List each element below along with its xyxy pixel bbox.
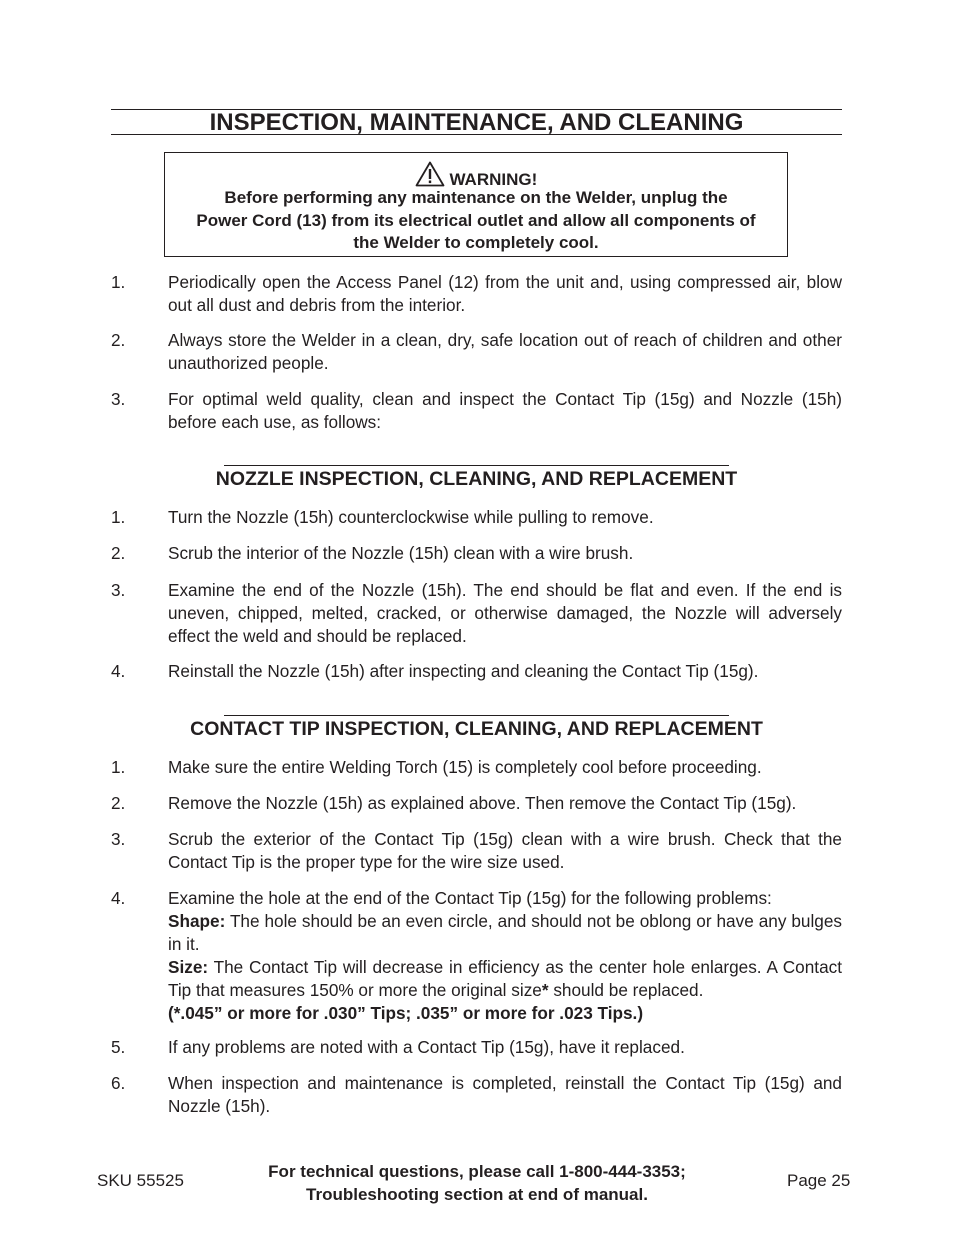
list-item [111, 756, 842, 779]
step-text: Scrub the exterior of the Contact Tip (15g) clean with a wire brush. Check that the Contact Tip is the proper type for the wire size used. [168, 829, 842, 872]
title-bottom-rule [111, 134, 842, 135]
step-number: 1. [111, 272, 126, 292]
step-text: Reinstall the Nozzle (15h) after inspecting and cleaning the Contact Tip (15g). [168, 661, 759, 681]
step-text: Scrub the interior of the Nozzle (15h) clean with a wire brush. [168, 543, 634, 563]
list-item [111, 660, 842, 683]
step-text: Remove the Nozzle (15h) as explained above. Then remove the Contact Tip (15g). [168, 793, 797, 813]
list-item [111, 792, 842, 815]
tip-steps-list [111, 1036, 842, 1059]
tip-steps-list [111, 756, 842, 779]
general-steps-list [111, 388, 842, 434]
step-number: 1. [111, 507, 126, 527]
size-asterisk: * [541, 980, 549, 1000]
size-criteria [168, 956, 842, 1002]
support-note [200, 1160, 754, 1206]
step-text: Always store the Welder in a clean, dry, safe location out of reach of children and other unauthorized people. [168, 330, 842, 373]
step-number: 1. [111, 757, 126, 777]
shape-label: Shape: [168, 911, 226, 931]
nozzle-steps-list [111, 579, 842, 648]
support-line: For technical questions, please call 1-800-444-3353; [268, 1162, 686, 1181]
step-text: Make sure the entire Welding Torch (15) is completely cool before proceeding. [168, 757, 762, 777]
step-text: Periodically open the Access Panel (12) from the unit and, using compressed air, blow out all dust and debris from the interior. [168, 272, 842, 315]
list-item [111, 542, 842, 565]
general-steps-list [111, 329, 842, 375]
warning-text [165, 187, 787, 255]
list-item [111, 579, 842, 648]
step-number: 6. [111, 1073, 126, 1093]
page-number: Page 25 [787, 1171, 851, 1190]
step-number: 2. [111, 543, 126, 563]
tip-steps-list [111, 828, 842, 874]
list-item [111, 271, 842, 317]
page-title: INSPECTION, MAINTENANCE, AND CLEANING [209, 109, 744, 136]
sku-number: SKU 55525 [97, 1171, 184, 1190]
nozzle-steps-list [111, 660, 842, 683]
step-number: 2. [111, 330, 126, 350]
tip-steps-list [111, 887, 842, 1025]
warning-label: WARNING! [449, 170, 538, 189]
nozzle-steps-list [111, 506, 842, 529]
list-item [111, 1072, 842, 1118]
step-text: When inspection and maintenance is completed, reinstall the Contact Tip (15g) and Nozzle (15h). [168, 1073, 842, 1116]
warning-header [165, 161, 787, 189]
step-number: 4. [111, 661, 126, 681]
shape-text: The hole should be an even circle, and should not be oblong or have any bulges in it. [168, 911, 842, 954]
list-item [111, 388, 842, 434]
size-text: The Contact Tip will decrease in efficiency as the center hole enlarges. A Contact Tip that measures 150% or more the original size [168, 957, 842, 1000]
step-number: 4. [111, 888, 126, 908]
step-number: 3. [111, 829, 126, 849]
nozzle-heading-rule [224, 465, 729, 466]
step-number: 2. [111, 793, 126, 813]
size-text-end: should be replaced. [548, 980, 704, 1000]
step-text: If any problems are noted with a Contact Tip (15g), have it replaced. [168, 1037, 685, 1057]
step-number: 5. [111, 1037, 126, 1057]
warning-box [164, 152, 788, 257]
list-item [111, 329, 842, 375]
tip-steps-list [111, 1072, 842, 1118]
size-label: Size: [168, 957, 209, 977]
nozzle-steps-list [111, 542, 842, 565]
step-number: 3. [111, 389, 126, 409]
step-number: 3. [111, 580, 126, 600]
step-text: For optimal weld quality, clean and inspect the Contact Tip (15g) and Nozzle (15h) before each use, as follows: [168, 389, 842, 432]
nozzle-section-heading: NOZZLE INSPECTION, CLEANING, AND REPLACEMENT [215, 468, 738, 490]
size-note: (*.045” or more for .030” Tips; .035” or more for .023 Tips.) [168, 1003, 644, 1023]
step-text: Turn the Nozzle (15h) counterclockwise while pulling to remove. [168, 507, 654, 527]
warning-line: Power Cord (13) from its electrical outlet and allow all components of [196, 210, 756, 230]
tip-section-heading: CONTACT TIP INSPECTION, CLEANING, AND REPLACEMENT [190, 718, 763, 740]
shape-criteria [168, 910, 842, 956]
list-item [111, 1036, 842, 1059]
list-item [111, 506, 842, 529]
general-steps-list [111, 271, 842, 317]
list-item [111, 828, 842, 874]
warning-line: Before performing any maintenance on the Welder, unplug the [224, 188, 728, 207]
support-line: Troubleshooting section at end of manual. [306, 1185, 648, 1204]
tip-steps-list [111, 792, 842, 815]
tip-heading-rule [224, 715, 729, 716]
warning-line: the Welder to completely cool. [353, 233, 599, 252]
step-text: Examine the end of the Nozzle (15h). The end should be flat and even. If the end is uneven, chipped, melted, cracked, or otherwise damaged, the Nozzle will adversely effect the weld and should be replaced. [168, 580, 842, 646]
step-intro: Examine the hole at the end of the Contact Tip (15g) for the following problems: [168, 888, 772, 908]
list-item [111, 887, 842, 1025]
